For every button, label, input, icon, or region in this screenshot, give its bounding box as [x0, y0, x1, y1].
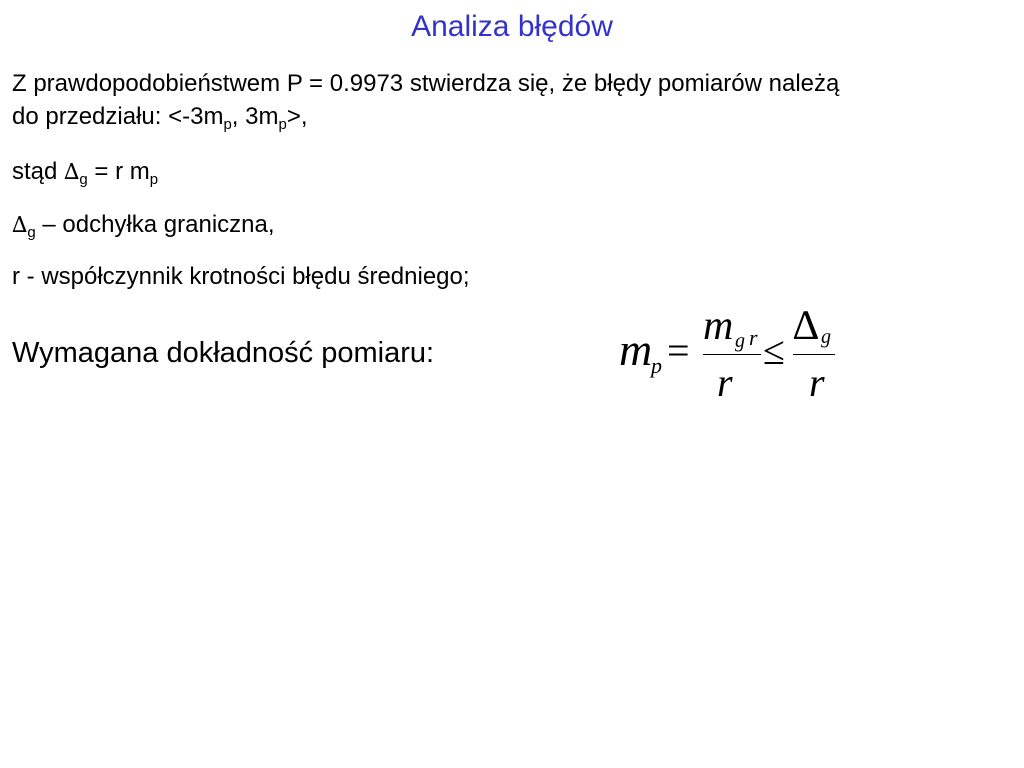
- formula-delta: ∆: [793, 303, 819, 349]
- delta-symbol: ∆: [64, 160, 80, 185]
- interval-text-end: >,: [286, 103, 308, 130]
- accuracy-formula: [615, 303, 855, 405]
- probability-text: Z prawdopodobieństwem P = 0.9973 stwierdza się, że błędy pomiarów należą: [12, 70, 840, 97]
- hence-sub-p: p: [149, 171, 159, 188]
- required-accuracy-heading: [12, 339, 434, 367]
- hence-text: stąd: [12, 158, 65, 185]
- interval-statement: [12, 103, 308, 131]
- required-accuracy-text: Wymagana dokładność pomiaru:: [12, 337, 435, 369]
- formula-less-equal: ≤: [763, 328, 785, 373]
- probability-statement: [12, 70, 839, 98]
- hence-statement: [12, 158, 158, 187]
- interval-text-mid: , 3m: [231, 103, 279, 130]
- coefficient-definition: [12, 263, 470, 291]
- formula-fraction-bar-2: [793, 354, 835, 355]
- formula-delta-sub-g: g: [821, 326, 831, 348]
- formula-denominator-2: r: [809, 360, 825, 405]
- formula-numerator-sub-r: r: [749, 325, 758, 350]
- formula-numerator-m: m: [703, 303, 734, 349]
- limit-deviation-text: – odchyłka graniczna,: [35, 211, 275, 238]
- interval-text-start: do przedziału: <-3m: [12, 103, 224, 130]
- interval-sub-p-1: p: [223, 116, 232, 133]
- formula-m: m: [619, 324, 653, 375]
- coefficient-text: r - współczynnik krotności błędu średniego;: [12, 263, 470, 290]
- formula-sub-p: p: [651, 353, 662, 378]
- delta-sub-g: g: [79, 171, 88, 188]
- formula-fraction-bar-1: [703, 354, 761, 355]
- formula-numerator-sub-g: g: [735, 330, 745, 352]
- delta-symbol-2: ∆: [12, 213, 28, 238]
- slide-title: Analiza błędów: [411, 10, 613, 43]
- formula-equals: =: [667, 328, 690, 373]
- hence-equation: = r m: [87, 158, 150, 185]
- formula-denominator-1: r: [717, 360, 733, 405]
- interval-sub-p-2: p: [278, 116, 287, 133]
- delta-sub-g-2: g: [27, 224, 36, 241]
- limit-deviation-definition: [12, 211, 275, 240]
